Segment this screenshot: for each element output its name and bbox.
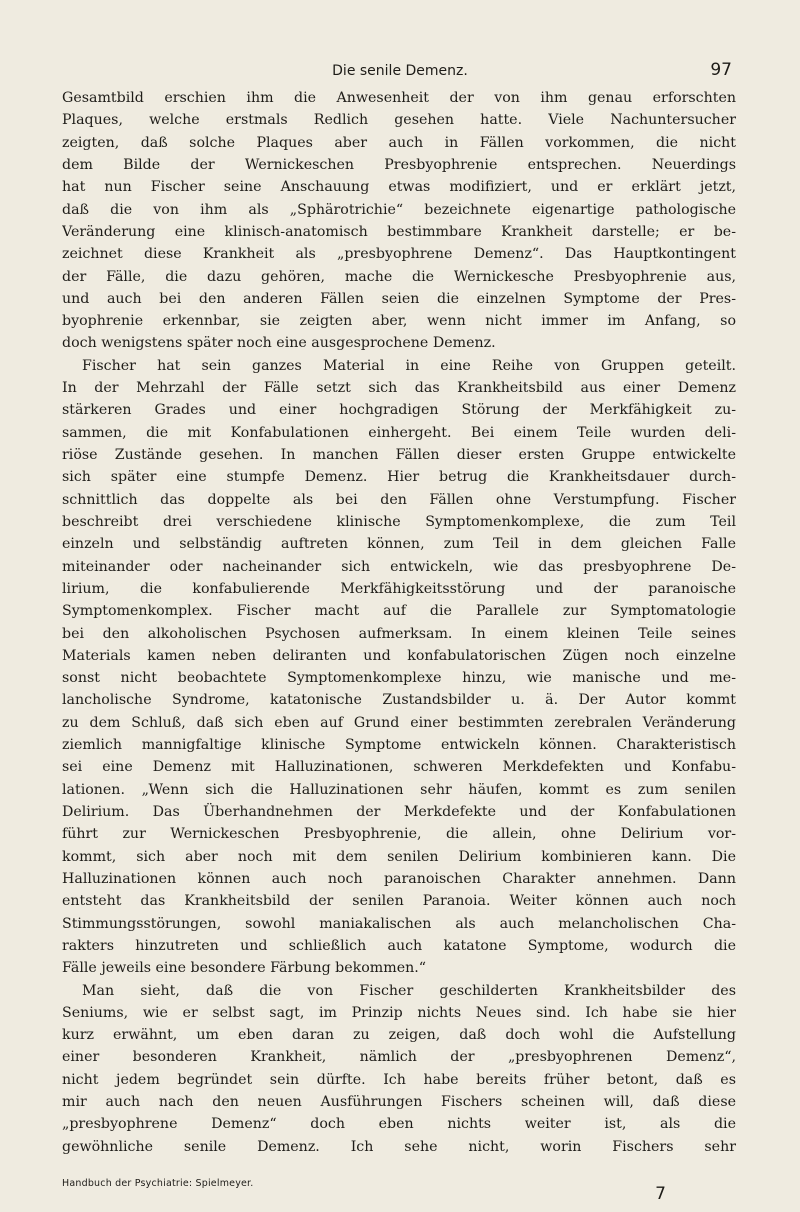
text-line: ziemlich mannigfaltige klinische Symptome entwickeln können. Charakteristisch bbox=[62, 737, 736, 754]
text-line: führt zur Wernickeschen Presbyophrenie, die allein, ohne Delirium vor- bbox=[62, 826, 736, 843]
text-line: „presbyophrene Demenz“ doch eben nichts weiter ist, als die bbox=[62, 1116, 736, 1133]
text-line: zu dem Schluß, daß sich eben auf Grund einer bestimmten zerebralen Veränderung bbox=[62, 714, 736, 731]
text-line: daß die von ihm als „Sphärotrichie“ bezeichnete eigenartige pathologische bbox=[62, 201, 736, 218]
text-line: der Fälle, die dazu gehören, mache die Wernickesche Presbyophrenie aus, bbox=[62, 268, 736, 285]
signature-mark: 7 bbox=[655, 1184, 666, 1204]
text-line: beschreibt drei verschiedene klinische Symptomenkomplexe, die zum Teil bbox=[62, 513, 736, 530]
text-line: mir auch nach den neuen Ausführungen Fischers scheinen will, daß diese bbox=[62, 1094, 736, 1111]
text-line: Plaques, welche erstmals Redlich gesehen hatte. Viele Nachuntersucher bbox=[62, 112, 736, 129]
text-line: einzeln und selbständig auftreten können, zum Teil in dem gleichen Falle bbox=[62, 536, 736, 553]
footer-note: Handbuch der Psychiatrie: Spielmeyer. bbox=[62, 1178, 254, 1189]
text-line: Gesamtbild erschien ihm die Anwesenheit der von ihm genau erforschten bbox=[62, 90, 736, 106]
text-line: lirium, die konfabulierende Merkfähigkeitsstörung und der paranoische bbox=[62, 580, 736, 597]
text-line: und auch bei den anderen Fällen seien die einzelnen Symptome der Pres- bbox=[62, 290, 736, 307]
text-line: Fischer hat sein ganzes Material in eine Reihe von Gruppen geteilt. bbox=[82, 357, 736, 374]
text-line: zeigten, daß solche Plaques aber auch in Fällen vorkommen, die nicht bbox=[62, 134, 736, 151]
text-line: sammen, die mit Konfabulationen einhergeht. Bei einem Teile wurden deli- bbox=[62, 424, 736, 441]
page-number: 97 bbox=[710, 60, 732, 80]
running-title: Die senile Demenz. bbox=[332, 63, 468, 79]
text-line: Fälle jeweils eine besondere Färbung bekommen.“ bbox=[62, 960, 426, 977]
text-line: nicht jedem begründet sein dürfte. Ich habe bereits früher betont, daß es bbox=[62, 1071, 736, 1088]
text-line: schnittlich das doppelte als bei den Fällen ohne Verstumpfung. Fischer bbox=[62, 491, 736, 508]
text-line: Seniums, wie er selbst sagt, im Prinzip nichts Neues sind. Ich habe sie hier bbox=[62, 1004, 736, 1021]
body-text bbox=[62, 87, 736, 1158]
text-line: kurz erwähnt, um eben daran zu zeigen, daß doch wohl die Aufstellung bbox=[62, 1027, 736, 1044]
text-line: gewöhnliche senile Demenz. Ich sehe nicht, worin Fischers sehr bbox=[62, 1138, 736, 1155]
text-line: doch wenigstens später noch eine ausgesprochene Demenz. bbox=[62, 335, 496, 352]
text-line: lationen. „Wenn sich die Halluzinationen sehr häufen, kommt es zum senilen bbox=[62, 781, 736, 798]
text-line: dem Bilde der Wernickeschen Presbyophrenie entsprechen. Neuerdings bbox=[62, 156, 736, 173]
text-line: einer besonderen Krankheit, nämlich der „presbyophrenen Demenz“, bbox=[62, 1049, 736, 1066]
text-line: lancholische Syndrome, katatonische Zustandsbilder u. ä. Der Autor kommt bbox=[62, 692, 736, 709]
text-line: Materials kamen neben deliranten und konfabulatorischen Zügen noch einzelne bbox=[62, 647, 736, 664]
text-line: Stimmungsstörungen, sowohl maniakalischen als auch melancholischen Cha- bbox=[62, 915, 736, 932]
text-line: rakters hinzutreten und schließlich auch katatone Symptome, wodurch die bbox=[62, 937, 736, 954]
text-line: hat nun Fischer seine Anschauung etwas modifiziert, und er erklärt jetzt, bbox=[62, 179, 736, 196]
text-line: riöse Zustände gesehen. In manchen Fällen dieser ersten Gruppe entwickelte bbox=[62, 447, 736, 463]
text-line: sonst nicht beobachtete Symptomenkomplexe hinzu, wie manische und me- bbox=[62, 670, 736, 687]
text-line: Symptomenkomplex. Fischer macht auf die Parallele zur Symptomatologie bbox=[62, 603, 736, 620]
text-line: entsteht das Krankheitsbild der senilen Paranoia. Weiter können auch noch bbox=[62, 893, 736, 910]
text-line: kommt, sich aber noch mit dem senilen Delirium kombinieren kann. Die bbox=[62, 848, 736, 865]
text-line: byophrenie erkennbar, sie zeigten aber, wenn nicht immer im Anfang, so bbox=[62, 313, 736, 330]
text-line: stärkeren Grades und einer hochgradigen Störung der Merkfähigkeit zu- bbox=[62, 402, 736, 419]
text-line: Halluzinationen können auch noch paranoischen Charakter annehmen. Dann bbox=[62, 870, 736, 887]
text-line: miteinander oder nacheinander sich entwickeln, wie das presbyophrene De- bbox=[62, 558, 736, 575]
text-line: bei den alkoholischen Psychosen aufmerksam. In einem kleinen Teile seines bbox=[62, 625, 736, 642]
text-line: sei eine Demenz mit Halluzinationen, schweren Merkdefekten und Konfabu- bbox=[62, 759, 736, 776]
text-line: Man sieht, daß die von Fischer geschilderten Krankheitsbilder des bbox=[82, 982, 736, 999]
text-line: sich später eine stumpfe Demenz. Hier betrug die Krankheitsdauer durch- bbox=[62, 469, 736, 486]
text-line: zeichnet diese Krankheit als „presbyophrene Demenz“. Das Hauptkontingent bbox=[62, 246, 736, 263]
text-line: Delirium. Das Überhandnehmen der Merkdefekte und der Konfabulationen bbox=[62, 804, 736, 820]
text-line: In der Mehrzahl der Fälle setzt sich das Krankheitsbild aus einer Demenz bbox=[62, 380, 736, 397]
text-line: Veränderung eine klinisch-anatomisch bestimmbare Krankheit darstelle; er be- bbox=[62, 223, 736, 240]
